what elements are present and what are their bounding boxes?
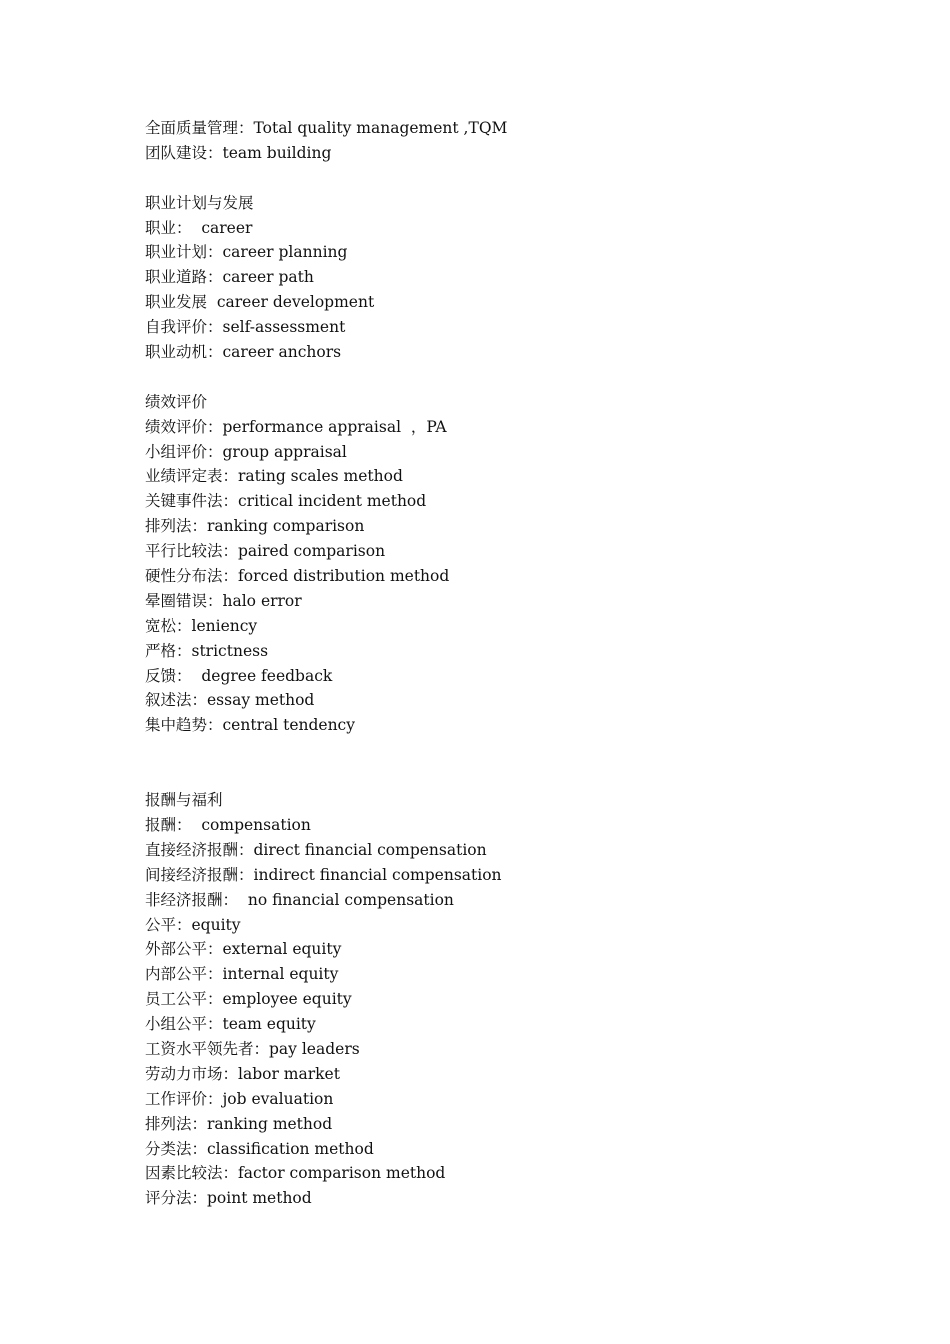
text-line: 非经济报酬： no financial compensation bbox=[145, 890, 454, 909]
text-line: 自我评价：self-assessment bbox=[145, 318, 346, 337]
text-line: 职业： career bbox=[145, 218, 253, 237]
text-line: 评分法：point method bbox=[145, 1189, 312, 1208]
text-line: 因素比较法：factor comparison method bbox=[145, 1164, 446, 1183]
text-line: 排列法：ranking method bbox=[145, 1114, 333, 1133]
text-line: 晕圈错误：halo error bbox=[145, 591, 302, 610]
blank-line bbox=[145, 166, 905, 191]
text-line: 小组评价：group appraisal bbox=[145, 442, 347, 461]
text-line: 绩效评价：performance appraisal ，PA bbox=[145, 417, 447, 436]
document-page bbox=[145, 116, 905, 1211]
text-line: 外部公平：external equity bbox=[145, 940, 342, 959]
text-line: 排列法：ranking comparison bbox=[145, 517, 365, 536]
text-line: 工资水平领先者：pay leaders bbox=[145, 1039, 360, 1058]
text-line: 员工公平：employee equity bbox=[145, 990, 352, 1009]
text-line: 工作评价：job evaluation bbox=[145, 1089, 334, 1108]
text-line: 报酬与福利 bbox=[145, 791, 223, 810]
text-line: 严格：strictness bbox=[145, 641, 269, 660]
blank-line bbox=[145, 365, 905, 390]
text-line: 叙述法：essay method bbox=[145, 691, 315, 710]
text-line: 全面质量管理：Total quality management ,TQM bbox=[145, 119, 508, 137]
text-line: 间接经济报酬：indirect financial compensation bbox=[145, 865, 502, 884]
text-line: 劳动力市场：labor market bbox=[145, 1064, 340, 1083]
text-line: 硬性分布法：forced distribution method bbox=[145, 567, 450, 586]
text-line: 关键事件法：critical incident method bbox=[145, 492, 427, 511]
text-line: 平行比较法：paired comparison bbox=[145, 542, 386, 561]
text-line: 职业动机：career anchors bbox=[145, 343, 342, 362]
text-line: 团队建设：team building bbox=[145, 143, 332, 162]
text-line: 反馈： degree feedback bbox=[145, 666, 333, 685]
text-line: 内部公平：internal equity bbox=[145, 965, 339, 984]
text-line: 职业发展 career development bbox=[145, 293, 375, 312]
text-line: 报酬： compensation bbox=[145, 815, 311, 834]
text-line: 小组公平：team equity bbox=[145, 1015, 316, 1034]
blank-line bbox=[145, 738, 905, 763]
text-line: 业绩评定表：rating scales method bbox=[145, 467, 403, 486]
text-line: 分类法：classification method bbox=[145, 1139, 374, 1158]
text-line: 职业道路：career path bbox=[145, 268, 314, 287]
text-line: 公平：equity bbox=[145, 915, 241, 934]
text-line: 职业计划：career planning bbox=[145, 243, 348, 262]
text-line: 直接经济报酬：direct financial compensation bbox=[145, 840, 487, 859]
text-line: 集中趋势：central tendency bbox=[145, 716, 355, 735]
text-line: 绩效评价 bbox=[145, 392, 208, 411]
text-line: 宽松：leniency bbox=[145, 616, 258, 635]
text-line: 职业计划与发展 bbox=[145, 193, 254, 212]
blank-line bbox=[145, 763, 905, 788]
